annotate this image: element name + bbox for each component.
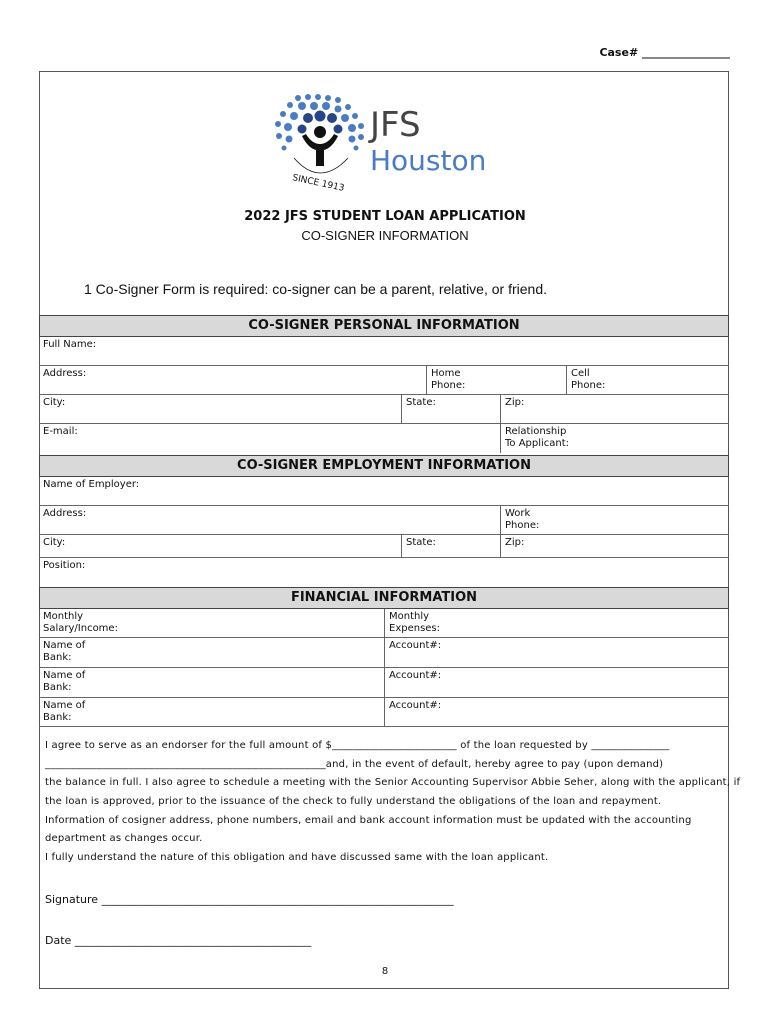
bank-row-1 [39, 638, 729, 668]
financial-info-heading: FINANCIAL INFORMATION [39, 587, 729, 609]
employer-address-row [39, 506, 729, 535]
employer-address-field[interactable] [39, 506, 500, 534]
employer-state-label: State: [406, 537, 436, 548]
since-text: SINCE 1913 [291, 173, 346, 192]
account-label-2: Account#: [389, 670, 442, 681]
employer-city-label: City: [43, 537, 66, 548]
city-state-zip-row [39, 395, 729, 424]
jfs-houston-logo [272, 92, 504, 192]
city-label: City: [43, 397, 66, 408]
salary-expenses-row [39, 609, 729, 638]
zip-field[interactable] [500, 395, 729, 423]
state-field[interactable] [401, 395, 500, 423]
home-phone-label: Home Phone: [431, 368, 466, 391]
logo-jfs-text: JFS [370, 105, 421, 145]
email-field[interactable] [39, 424, 500, 453]
expenses-label: Monthly Expenses: [389, 611, 441, 634]
relationship-field[interactable] [500, 424, 729, 453]
relationship-label: Relationship To Applicant: [505, 426, 570, 449]
employer-zip-field[interactable] [500, 535, 729, 557]
account-field-3[interactable] [384, 698, 729, 726]
bank-name-label-1: Name of Bank: [43, 640, 86, 663]
employer-state-field[interactable] [401, 535, 500, 557]
form-title: 2022 JFS STUDENT LOAN APPLICATION [244, 209, 526, 224]
home-phone-field[interactable] [426, 366, 566, 394]
agreement-line-5: Information of cosigner address, phone numbers, email and bank account information must be updated with the accounting [45, 815, 692, 826]
position-label: Position: [43, 560, 86, 571]
agreement-line-4: the loan is approved, prior to the issuance of the check to fully understand the obligations of the loan and repayment. [45, 796, 662, 807]
account-label-1: Account#: [389, 640, 442, 651]
employer-city-field[interactable] [39, 535, 401, 557]
agreement-line-1: I agree to serve as an endorser for the full amount of $________________________ of the loan requested by _______________ [45, 740, 670, 751]
bank-name-field-1[interactable] [39, 638, 384, 667]
agreement-line-2: ______________________________________________________and, in the event of default, hereby agree to pay (upon demand) [45, 759, 664, 770]
intro-text: 1 Co-Signer Form is required: co-signer can be a parent, relative, or friend. [84, 281, 547, 297]
account-label-3: Account#: [389, 700, 442, 711]
bank-row-3 [39, 698, 729, 727]
bank-row-2 [39, 668, 729, 698]
signature-field[interactable]: Signature ________________________________________________________________ [45, 893, 454, 906]
bank-name-field-3[interactable] [39, 698, 384, 726]
case-number-field[interactable]: Case# ________________ [599, 46, 730, 59]
employment-info-heading: CO-SIGNER EMPLOYMENT INFORMATION [39, 455, 729, 477]
email-relationship-row [39, 424, 729, 453]
page-number: 8 [381, 966, 389, 977]
form-subtitle: CO-SIGNER INFORMATION [301, 228, 469, 243]
salary-field[interactable] [39, 609, 384, 637]
cell-phone-field[interactable] [566, 366, 729, 394]
bank-name-label-2: Name of Bank: [43, 670, 86, 693]
expenses-field[interactable] [384, 609, 729, 637]
account-field-1[interactable] [384, 638, 729, 667]
zip-label: Zip: [505, 397, 525, 408]
salary-label: Monthly Salary/Income: [43, 611, 118, 634]
address-label: Address: [43, 368, 87, 379]
city-field[interactable] [39, 395, 401, 423]
agreement-line-7: I fully understand the nature of this obligation and have discussed same with the loan applicant. [45, 852, 549, 863]
employer-zip-label: Zip: [505, 537, 525, 548]
work-phone-field[interactable] [500, 506, 729, 534]
email-label: E-mail: [43, 426, 78, 437]
employer-address-label: Address: [43, 508, 87, 519]
state-label: State: [406, 397, 436, 408]
employer-label: Name of Employer: [43, 479, 140, 490]
agreement-line-6: department as changes occur. [45, 833, 203, 844]
personal-info-heading: CO-SIGNER PERSONAL INFORMATION [39, 315, 729, 337]
date-field[interactable]: Date ___________________________________________ [45, 934, 312, 947]
full-name-row[interactable] [39, 337, 729, 366]
agreement-line-3: the balance in full. I also agree to schedule a meeting with the Senior Accounting Supervisor Abbie Seher, along with the applicant, if [45, 777, 741, 788]
employer-city-row [39, 535, 729, 558]
full-name-label: Full Name: [43, 339, 97, 350]
work-phone-label: Work Phone: [505, 508, 540, 531]
bank-name-label-3: Name of Bank: [43, 700, 86, 723]
account-field-2[interactable] [384, 668, 729, 697]
address-phone-row [39, 366, 729, 395]
bank-name-field-2[interactable] [39, 668, 384, 697]
cell-phone-label: Cell Phone: [571, 368, 606, 391]
address-field[interactable] [39, 366, 426, 394]
logo-houston-text: Houston [370, 144, 487, 177]
employer-row[interactable] [39, 477, 729, 506]
position-row[interactable] [39, 558, 729, 586]
tree-people-logo-icon [272, 92, 504, 192]
